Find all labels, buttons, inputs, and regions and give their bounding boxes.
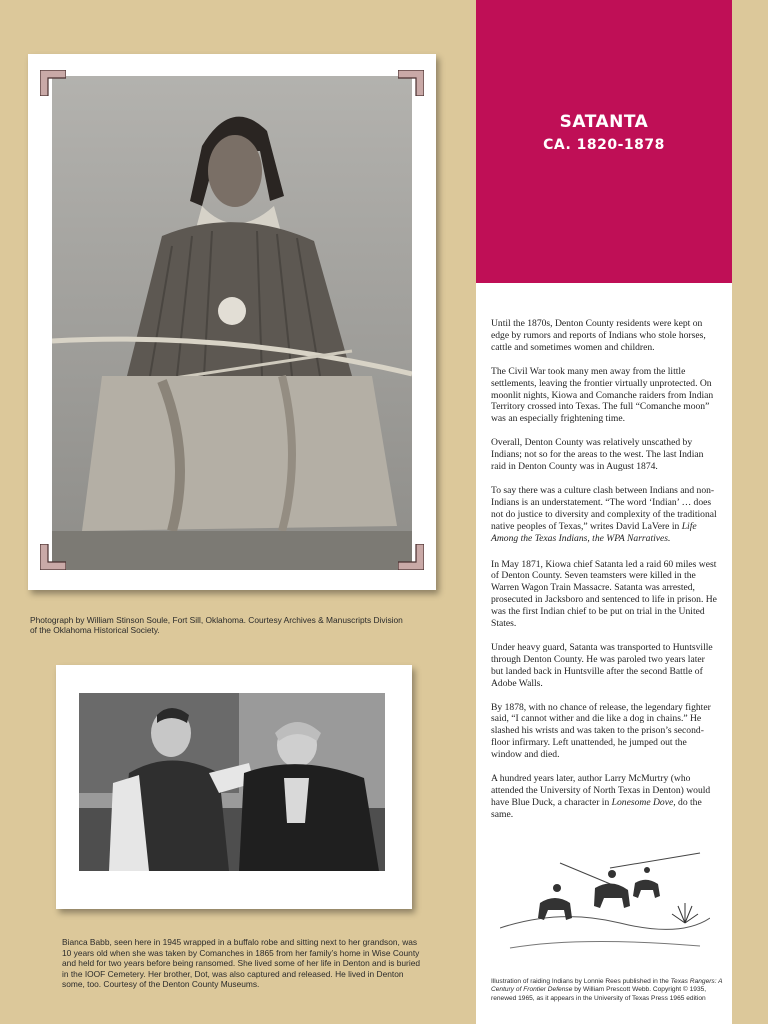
paragraph: Under heavy guard, Satanta was transported to Huntsville through Denton County. He was paroled two years later but landed back in Huntsville after the second Battle of Adobe Walls. (491, 641, 713, 689)
babb-photo-caption: Bianca Babb, seen here in 1945 wrapped in a buffalo robe and sitting next to her grandson, was 10 years old when she was taken by Comanches in 1865 from her family’s home in Wise County and held for two years before being ransomed. She lived some of her life in Denton and is buried in the IOOF Cemetery. Her brother, Dot, was also captured and released. He lived in Denton some, too. Courtesy of the Denton County Museums. (62, 937, 421, 989)
page-title: SATANTA (559, 112, 649, 132)
paragraph: Overall, Denton County was relatively unscathed by Indians; not so for the areas to the west. The last Indian raid in Denton County was in August 1874. (491, 437, 704, 473)
paragraph: The Civil War took many men away from the little settlements, leaving the frontier virtually unprotected. On moonlit nights, Kiowa and Comanche raiders from Indian Territory crossed into Texas. The full “Comanche moon” was an especially frightening time. (491, 365, 714, 425)
paragraph: Until the 1870s, Denton County residents were kept on edge by rumors and reports of Indians who stole horses, cattle and sometimes women and children. (491, 318, 706, 353)
paragraph-text: do the same. (491, 796, 702, 820)
illustration-caption (491, 978, 727, 1003)
satanta-photo (52, 76, 412, 570)
paragraph (491, 773, 719, 821)
article-body (491, 318, 719, 833)
photo-corner-icon (398, 544, 424, 570)
satanta-photo-caption: Photograph by William Stinson Soule, Fort Sill, Oklahoma. Courtesy Archives & Manuscripts Division of the Oklahoma Historical Society. (30, 615, 403, 636)
raiders-illustration (500, 848, 710, 970)
paragraph-text: To say there was a culture clash between Indians and non-Indians is an understatement. “The word ‘Indian’ … does not do justice to diversity and complexity of the traditional native peoples of Texas,” writes David LaVere in (491, 484, 717, 532)
paragraph: By 1878, with no chance of release, the legendary fighter said, “I cannot wither and die like a dog in chains.” He slashed his wrists and was taken to the prison’s second-floor infirmary. Left unattended, he jumped out the window and died. (491, 701, 711, 761)
photo-corner-icon (40, 70, 66, 96)
babb-photo (79, 693, 385, 871)
caption-text: Illustration of raiding Indians by Lonnie Rees published in the (491, 978, 671, 985)
paragraph-text: A hundred years later, author Larry McMurtry (who attended the University of North Texas in Denton) would have Blue Duck, a character in (491, 773, 711, 808)
photo-corner-icon (398, 70, 424, 96)
book-title: Lonesome Dove, (611, 796, 676, 808)
paragraph (491, 485, 719, 545)
caption-text: by William Prescott Webb. Copyright © 1935, renewed 1965, as it appears in the University of Texas Press 1965 edition (491, 986, 707, 1002)
book-title: Life Among the Texas Indians, the WPA Narratives. (491, 520, 697, 544)
satanta-photo-frame (28, 54, 436, 590)
book-title: Texas Rangers: A Century of Frontier Defense (491, 978, 723, 994)
babb-photo-frame (56, 665, 412, 909)
paragraph: In May 1871, Kiowa chief Satanta led a raid 60 miles west of Denton County. Seven teamsters were killed in the Warren Wagon Train Massacre. Satanta was arrested, prosecuted in Jacksboro and sentenced to life in prison. He was the first Indian chief to be put on trial in the United States. (491, 558, 717, 630)
photo-corner-icon (40, 544, 66, 570)
title-block (476, 0, 732, 283)
page-dates: CA. 1820-1878 (543, 137, 665, 153)
